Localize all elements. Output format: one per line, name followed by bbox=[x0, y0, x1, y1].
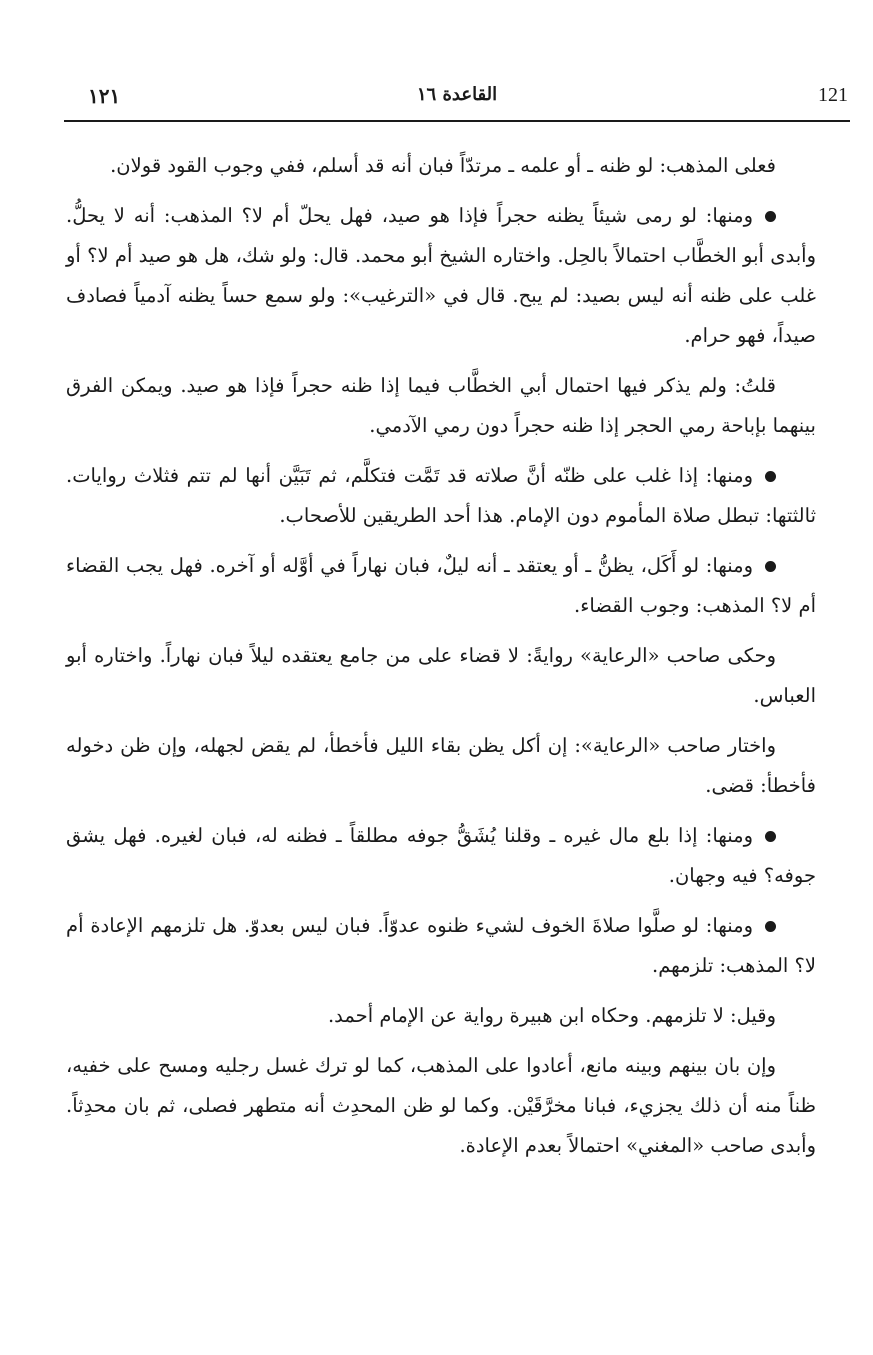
paragraph-text: وحكى صاحب «الرعاية» روايةً: لا قضاء على من جامع يعتقده ليلاً فبان نهاراً. واختاره أبو العباس. bbox=[66, 644, 816, 707]
page-number-latin: 121 bbox=[818, 84, 848, 106]
paragraph-text: فعلى المذهب: لو ظنه ـ أو علمه ـ مرتدّاً فبان أنه قد أسلم، ففي وجوب القود قولان. bbox=[110, 154, 776, 177]
body-text bbox=[66, 146, 816, 1166]
paragraph-text: ومنها: لو رمى شيئاً يظنه حجراً فإذا هو صيد، فهل يحلّ أم لا؟ المذهب: أنه لا يحلُّ. وأبدى أبو الخطَّاب احتمالاً بالحِل. واختاره الشيخ أبو محمد. قال: ولو شك، هل هو صيد أم لا؟ أو غلب على ظنه أنه ليس بصيد: لم يبح. قال في «الترغيب»: ولو سمع حساً يظنه آدمياً فصادف صيداً، فهو حرام. bbox=[66, 204, 816, 347]
bullet-icon bbox=[765, 831, 776, 842]
paragraph-text: ومنها: لو أَكَل، يظنُّ ـ أو يعتقد ـ أنه ليلٌ، فبان نهاراً في أوَّله أو آخره. فهل يجب القضاء أم لا؟ المذهب: وجوب القضاء. bbox=[66, 554, 816, 617]
header-rule bbox=[64, 120, 850, 122]
bullet-icon bbox=[765, 561, 776, 572]
page-number-arabic: ١٢١ bbox=[88, 84, 121, 108]
paragraph bbox=[66, 1046, 816, 1166]
paragraph-text: ومنها: إذا غلب على ظنّه أنَّ صلاته قد تَمَّت فتكلَّم، ثم تَبَيَّن أنها لم تتم فثلاث روايات. ثالثتها: تبطل صلاة المأموم دون الإمام. هذا أحد الطريقين للأصحاب. bbox=[66, 464, 816, 527]
paragraph bbox=[66, 636, 816, 716]
bullet-icon bbox=[765, 211, 776, 222]
bullet-icon bbox=[765, 921, 776, 932]
paragraph-text: واختار صاحب «الرعاية»: إن أكل يظن بقاء الليل فأخطأ، لم يقض لجهله، وإن ظن دخوله فأخطأ: قضى. bbox=[66, 734, 816, 797]
running-title: القاعدة ١٦ bbox=[416, 84, 498, 105]
paragraph bbox=[66, 726, 816, 806]
bullet-icon bbox=[765, 471, 776, 482]
paragraph-text: وإن بان بينهم وبينه مانع، أعادوا على المذهب، كما لو ترك غسل رجليه ومسح على خفيه، ظناً منه أن ذلك يجزيء، فبانا مخرَّقَيْن. وكما لو ظن المحدِث أنه متطهر فصلى، ثم بان محدِثاً. وأبدى صاحب «المغني» احتمالاً بعدم الإعادة. bbox=[66, 1054, 816, 1157]
paragraph-text: وقيل: لا تلزمهم. وحكاه ابن هبيرة رواية عن الإمام أحمد. bbox=[327, 1004, 776, 1027]
paragraph-text: ومنها: لو صلَّوا صلاةَ الخوف لشيء ظنوه عدوّاً. فبان ليس بعدوّ. هل تلزمهم الإعادة أم لا؟ المذهب: تلزمهم. bbox=[66, 914, 816, 977]
bullet-paragraph bbox=[66, 456, 816, 536]
paragraph-text: ومنها: إذا بلع مال غيره ـ وقلنا يُشَقُّ جوفه مطلقاً ـ فظنه له، فبان لغيره. فهل يشق جوفه؟ فيه وجهان. bbox=[66, 824, 816, 887]
paragraph bbox=[66, 366, 816, 446]
bullet-paragraph bbox=[66, 816, 816, 896]
paragraph bbox=[66, 146, 816, 186]
paragraph bbox=[66, 996, 816, 1036]
bullet-paragraph bbox=[66, 546, 816, 626]
bullet-paragraph bbox=[66, 906, 816, 986]
bullet-paragraph bbox=[66, 196, 816, 356]
paragraph-text: قلتُ: ولم يذكر فيها احتمال أبي الخطَّاب فيما إذا ظنه حجراً فإذا هو صيد. ويمكن الفرق بينهما بإباحة رمي الحجر إذا ظنه حجراً دون رمي الآدمي. bbox=[66, 374, 816, 437]
